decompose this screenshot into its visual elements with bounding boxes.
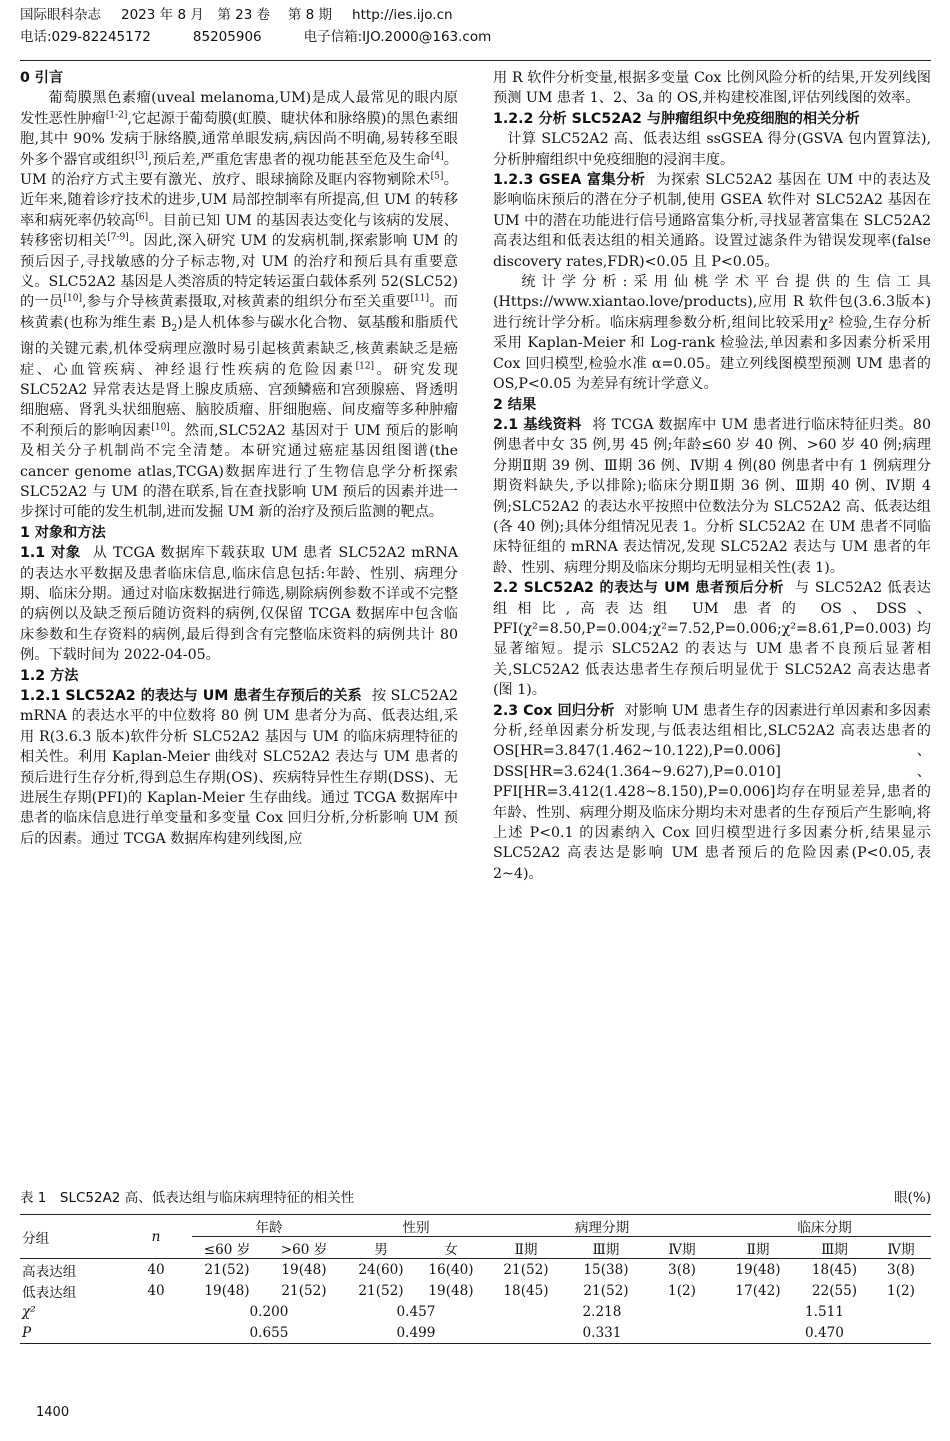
- right-column: [493, 68, 931, 884]
- left-column: [20, 68, 458, 849]
- table-row: 高表达组 40 21(52) 19(48) 24(60) 16(40) 21(52) 15(38) 3(8) 19(48) 18(45) 3(8): [22, 1261, 915, 1280]
- table-row-p-value: P 0.655 0.499 0.331 0.470: [20, 1322, 931, 1344]
- sub-header: Ⅱ期: [486, 1237, 566, 1259]
- phone-2: 85205906: [192, 29, 262, 45]
- table-1: [20, 1214, 931, 1344]
- section-1-2-1: 1.2.1 SLC52A2 的表达与 UM 患者生存预后的关系 按 SLC52A2 mRNA 的表达水平的中位数将 80 例 UM 患者分为高、低表达组,采用 R(3.6.3 版本)软件分析 SLC52A2 基因与 UM 的临床病理特征的相关性。利用 Kaplan-Meier 曲线对 SLC52A2 表达与 UM 患者的预后进行生存分析,得到总生存期(OS)、疾病特异性生存期(DSS)、无进展生存期(PFI)的 Kaplan-Meier 生存曲线。通过 TCGA 数据库中患者的临床信息进行单变量和多变量 Cox 回归分析,分析影响 UM 预后的因素。通过 TCGA 数据库构建列线图,应: [20, 688, 458, 847]
- header-group: 分组: [20, 1215, 120, 1259]
- section-1-2-2: 1.2.2 分析 SLC52A2 与肿瘤组织中免疫细胞的相关分析 计算 SLC52A2 高、低表达组 ssGSEA 得分(GSVA 包内置算法),分析肿瘤组织中免疫细胞的浸润丰度。: [493, 110, 931, 168]
- page-number: 1400: [36, 1405, 70, 1420]
- section-2-1: 2.1 基线资料 将 TCGA 数据库中 UM 患者进行临床特征归类。80 例患者中女 35 例,男 45 例;年龄≤60 岁 40 例、>60 岁 40 例;病理分期Ⅱ期 39 例、Ⅲ期 36 例、Ⅳ期 4 例(80 例患者中有 1 例病理分期资料缺失,予以排除);临床分期Ⅱ期 36 例、Ⅲ期 40 例、Ⅳ期 4 例;SLC52A2 的表达水平按照中位数法分为 SLC52A2 高、低表达组(各 40 例);具体分组情况见表 1。分析 SLC52A2 在 UM 患者不同临床特征组的 mRNA 表达情况,发现 SLC52A2 表达与 UM 患者的年龄、性别、病理分期及临床分期均无明显相关性(表 1)。: [493, 416, 931, 576]
- table-caption-row: [20, 1188, 931, 1208]
- header-n: n: [120, 1215, 192, 1259]
- table-row-chi-square: χ² 0.200 0.457 2.218 1.511: [22, 1303, 844, 1320]
- statistics-paragraph: 统计学分析:采用仙桃学术平台提供的生信工具(Https://www.xiantao.love/products),应用 R 软件包(3.6.3版本)进行统计学分析。临床病理参数分析,组间比较采用χ² 检验,生存分析采用 Kaplan-Meier 和 Log-rank 检验法,单因素和多因素分析采用 Cox 回归模型,检验水准 α=0.05。建立列线图模型预测 UM 患者的 OS,P<0.05 为差异有统计学意义。: [493, 274, 931, 393]
- table-header-row-1: [20, 1215, 931, 1237]
- header-sex: 性别: [346, 1215, 486, 1237]
- sub-header: 男: [346, 1237, 416, 1259]
- sub-header: Ⅳ期: [646, 1237, 718, 1259]
- section-1-1: 1.1 对象 从 TCGA 数据库下载获取 UM 患者 SLC52A2 mRNA 的表达水平数据及患者临床信息,临床信息包括:年龄、性别、病理分期、临床分期。通过对临床数据进行筛选,剔除病例参数不详或不完整的病例以及缺乏预后随访资料的病例,仅保留 TCGA 数据库中包含临床参数和生存资料的病例,最后得到含有完整临床资料的病例共计 80 例。下载时间为 2022-04-05。: [20, 545, 459, 664]
- table-row: 低表达组 40 19(48) 21(52) 21(52) 19(48) 18(45) 21(52) 1(2) 17(42) 22(55) 1(2): [22, 1282, 915, 1301]
- phone-1: 电话:029-82245172: [20, 29, 151, 45]
- table-unit: 眼(%): [894, 1190, 931, 1206]
- email[interactable]: 电子信箱:IJO.2000@163.com: [303, 29, 492, 45]
- header-pathologic-stage: 病理分期: [486, 1215, 718, 1237]
- table-caption: 表 1 SLC52A2 高、低表达组与临床病理特征的相关性: [20, 1190, 355, 1206]
- section-1-2-3: 1.2.3 GSEA 富集分析 为探索 SLC52A2 基因在 UM 中的表达及影响临床预后的潜在分子机制,使用 GSEA 软件对 SLC52A2 基因在 UM 中的潜在功能进行信号通路富集分析,寻找显著富集在 SLC52A2 高表达组和低表达组的相关通路。设置过滤条件为错误发现率(false discovery rates,FDR)<0.05 且 P<0.05。: [493, 172, 931, 270]
- sub-header: 女: [416, 1237, 486, 1259]
- heading-introduction: 0 引言: [20, 70, 64, 86]
- header-rule: [20, 60, 931, 61]
- journal-url[interactable]: http://ies.ijo.cn: [352, 7, 453, 23]
- section-2-3: 2.3 Cox 回归分析 对影响 UM 患者生存的因素进行单因素和多因素分析,经单因素分析发现,与低表达组相比,SLC52A2 高表达患者的 OS[HR=3.847(1.462~10.122),P=0.006]、DSS[HR=3.624(1.364~9.627),P=0.010]、PFI[HR=3.412(1.428~8.150),P=0.006]均存在明显差异,患者的年龄、性别、病理分期及临床分期均未对患者的生存预后产生影响,将上述 P<0.1 的因素纳入 Cox 回归模型进行多因素分析,结果显示 SLC52A2 高表达是影响 UM 患者预后的危险因素(P<0.05,表 2~4)。: [493, 702, 931, 882]
- journal-name: 国际眼科杂志: [20, 7, 101, 23]
- sub-header: Ⅳ期: [871, 1237, 931, 1259]
- sub-header: Ⅲ期: [798, 1237, 871, 1259]
- issue-info: 2023 年 8 月 第 23 卷 第 8 期: [121, 7, 333, 23]
- intro-paragraph: 葡萄膜黑色素瘤(uveal melanoma,UM)是成人最常见的眼内原发性恶性肿瘤[1-2],它起源于葡萄膜(虹膜、睫状体和脉络膜)的黑色素细胞,其中 90% 发病于脉络膜,通常单眼发病,病因尚不明确,易转移至眼外多个器官或组织[3],预后差,严重危害患者的视功能甚至危及生命[4]。UM 的治疗方式主要有激光、放疗、眼球摘除及眶内容物剜除术[5]。近年来,随着诊疗技术的进步,UM 局部控制率有所提高,但 UM 的转移率和病死率仍较高[6]。目前已知 UM 的基因表达变化与该病的发展、转移密切相关[7-9]。因此,深入研究 UM 的发病机制,探索影响 UM 的预后因子,寻找敏感的分子标志物,对 UM 的治疗和预后具有重要意义。SLC52A2 基因是人类溶质的特定转运蛋白载体系列 52(SLC52)的一员[10],参与介导核黄素摄取,对核黄素的组织分布至关重要[11]。而核黄素(也称为维生素 $B_2$)是人机体参与碳水化合物、氨基酸和脂质代谢的关键元素,机体受病理应激时易引起核黄素缺乏,核黄素缺乏是癌症、心血管疾病、神经退行性疾病的危险因素[12]。研究发现 SLC52A2 异常表达是肾上腺皮质癌、宫颈鳞癌和宫颈腺癌、肾透明细胞癌、肾乳头状细胞癌、脑胶质瘤、肝细胞癌、间皮瘤等多种肿瘤不利预后的影响因素[10]。然而,SLC52A2 基因对于 UM 预后的影响及相关分子机制尚不完全清楚。本研究通过癌症基因组图谱(the cancer genome atlas,TCGA)数据库进行了生物信息学分析探索 SLC52A2 与 UM 的潜在联系,旨在查找影响 UM 预后的因素并进一步探讨可能的发生机制,进而发掘 UM 新的治疗及预后监测的靶点。: [20, 90, 458, 521]
- sub-header: >60 岁: [262, 1237, 346, 1259]
- header-clinical-stage: 临床分期: [718, 1215, 931, 1237]
- heading-methods: 1 对象和方法: [20, 524, 106, 541]
- section-1-2-1-continued: 用 R 软件分析变量,根据多变量 Cox 比例风险分析的结果,开发列线图预测 UM 患者 1、2、3a 的 OS,并构建校准图,评估列线图的效率。: [493, 70, 931, 107]
- section-2-2: 2.2 SLC52A2 的表达与 UM 患者预后分析 与 SLC52A2 低表达组相比,高表达组 UM 患者的 OS、DSS、PFI(χ²=8.50,P=0.004;χ²=7.52,P=0.006;χ²=8.61,P=0.003)均显著缩短。提示 SLC52A2 的表达与 UM 患者不良预后显著相关,SLC52A2 低表达患者生存预后明显优于 SLC52A2 高表达患者(图 1)。: [493, 580, 931, 699]
- heading-results: 2 结果: [493, 396, 537, 413]
- journal-header-line1: [20, 6, 473, 24]
- sub-header: ≤60 岁: [192, 1237, 262, 1259]
- header-age: 年龄: [192, 1215, 346, 1237]
- sub-header: Ⅱ期: [718, 1237, 798, 1259]
- journal-header-line2: [20, 28, 511, 46]
- sub-header: Ⅲ期: [566, 1237, 646, 1259]
- heading-1-2: 1.2 方法: [20, 667, 79, 684]
